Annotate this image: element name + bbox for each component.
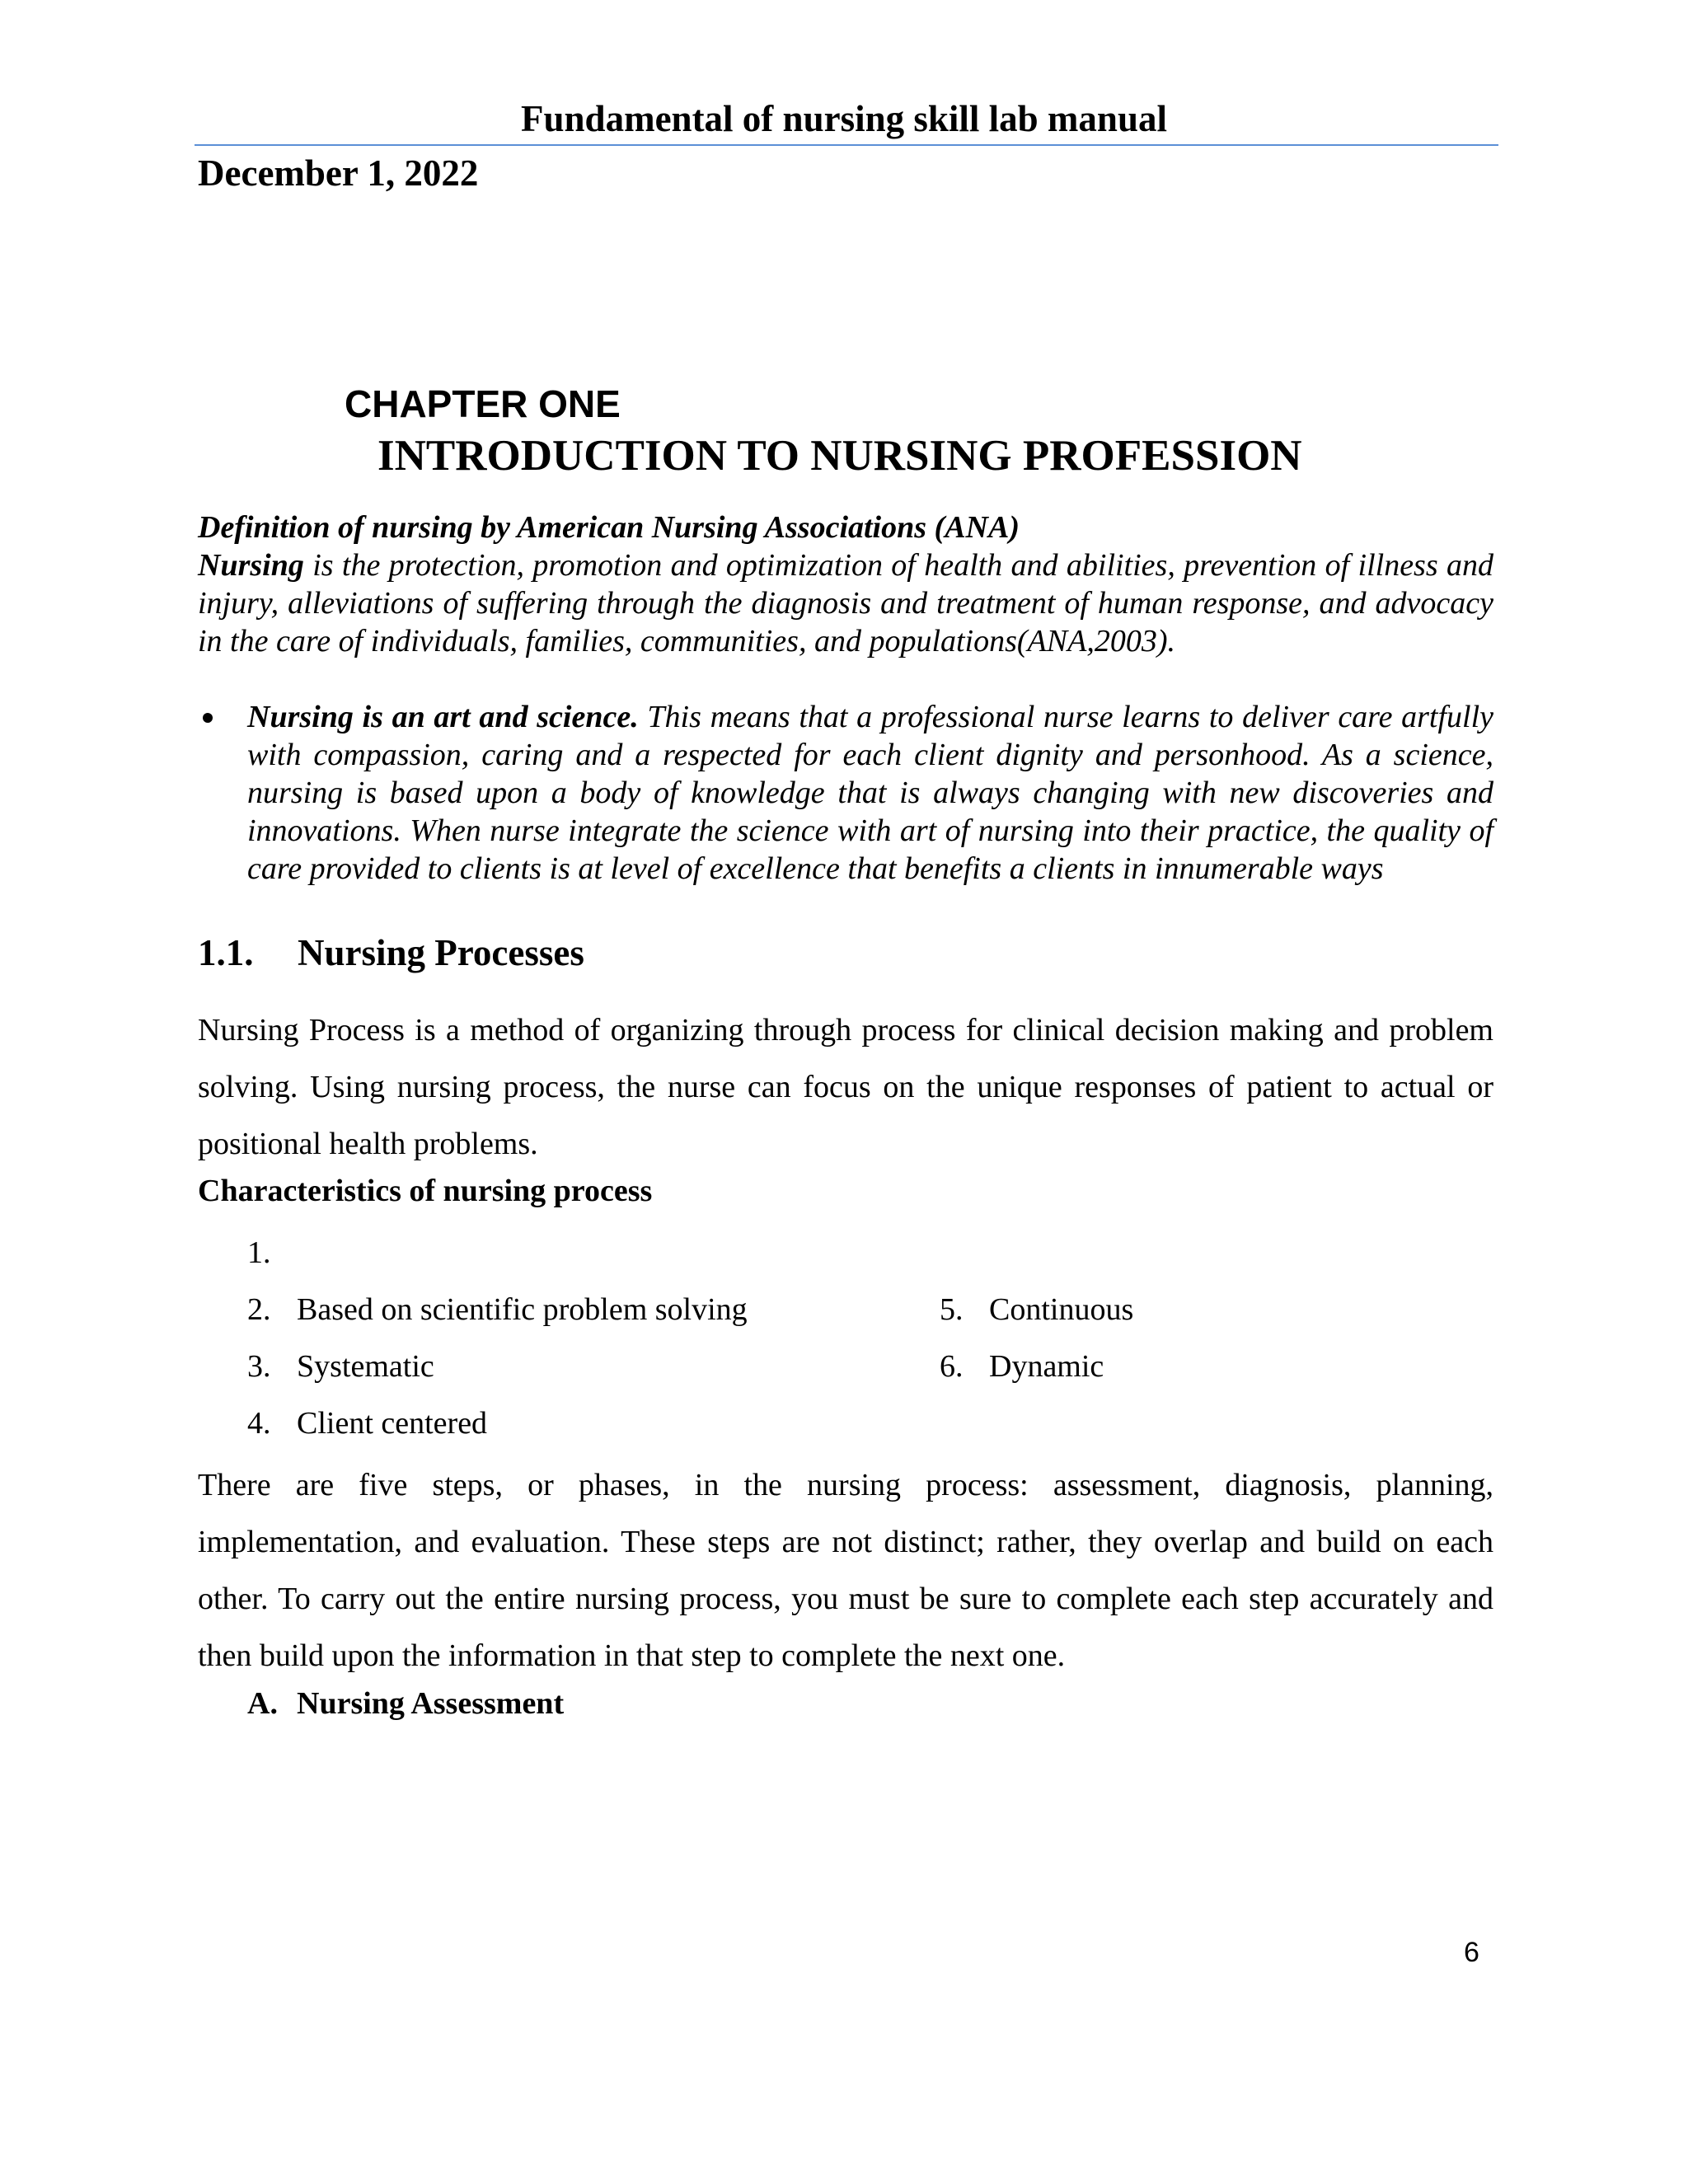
document-header-title: Fundamental of nursing skill lab manual (521, 98, 1167, 139)
definition-body: is the protection, promotion and optimization of health and abilities, prevention of illness and injury, alleviations of suffering through the diagnosis and treatment of human response, and advocacy in the care of individuals, families, communities, and populations(ANA,2003). (198, 548, 1493, 658)
list-item: 4. Client centered (247, 1406, 488, 1441)
definition-heading: Definition of nursing by American Nursing Associations (ANA) (198, 510, 1020, 545)
header-date: December 1, 2022 (198, 152, 479, 194)
list-item: 1. (247, 1235, 271, 1270)
list-item: 2. Based on scientific problem solving (247, 1292, 748, 1327)
header-divider (195, 144, 1498, 146)
bullet-lead: Nursing is an art and science. (247, 700, 639, 734)
chapter-title: INTRODUCTION TO NURSING PROFESSION (377, 432, 1302, 480)
list-item: 5. Continuous (940, 1292, 1134, 1327)
list-item: 6. Dynamic (940, 1349, 1104, 1384)
section-heading (198, 931, 584, 974)
subsection-heading (247, 1685, 564, 1722)
page-number: 6 (1464, 1937, 1479, 1968)
definition-term: Nursing (198, 548, 304, 583)
steps-paragraph: There are five steps, or phases, in the nursing process: assessment, diagnosis, planning, implementation, and evaluation. These steps are not distinct; rather, they overlap and build on each other. To carry out the entire nursing process, you must be sure to complete each step accurately and then build upon the information in that step to complete the next one. (198, 1468, 1493, 1673)
characteristics-heading: Characteristics of nursing process (198, 1174, 653, 1208)
definition-paragraph (198, 546, 1493, 660)
subsection-title: Nursing Assessment (297, 1686, 565, 1721)
subsection-number: A. (247, 1686, 278, 1721)
bullet-text (247, 698, 1493, 888)
bullet-body: This means that a professional nurse learns to deliver care artfully with compassion, caring and a respected for each client dignity and personhood. As a science, nursing is based upon a body of knowledge that is always changing with new discoveries and innovations. When nurse integrate the science with art of nursing into their practice, the quality of care provided to clients is at level of excellence that benefits a clients in innumerable ways (247, 700, 1494, 886)
chapter-label: CHAPTER ONE (345, 382, 621, 425)
list-item: 3. Systematic (247, 1349, 434, 1384)
bullet-icon (203, 713, 213, 723)
section-title: Nursing Processes (298, 932, 584, 973)
nursing-process-paragraph: Nursing Process is a method of organizing through process for clinical decision making and problem solving. Using nursing process, the nurse can focus on the unique responses of patient to actual or positional health problems. (198, 1013, 1493, 1161)
section-number: 1.1. (198, 932, 254, 973)
